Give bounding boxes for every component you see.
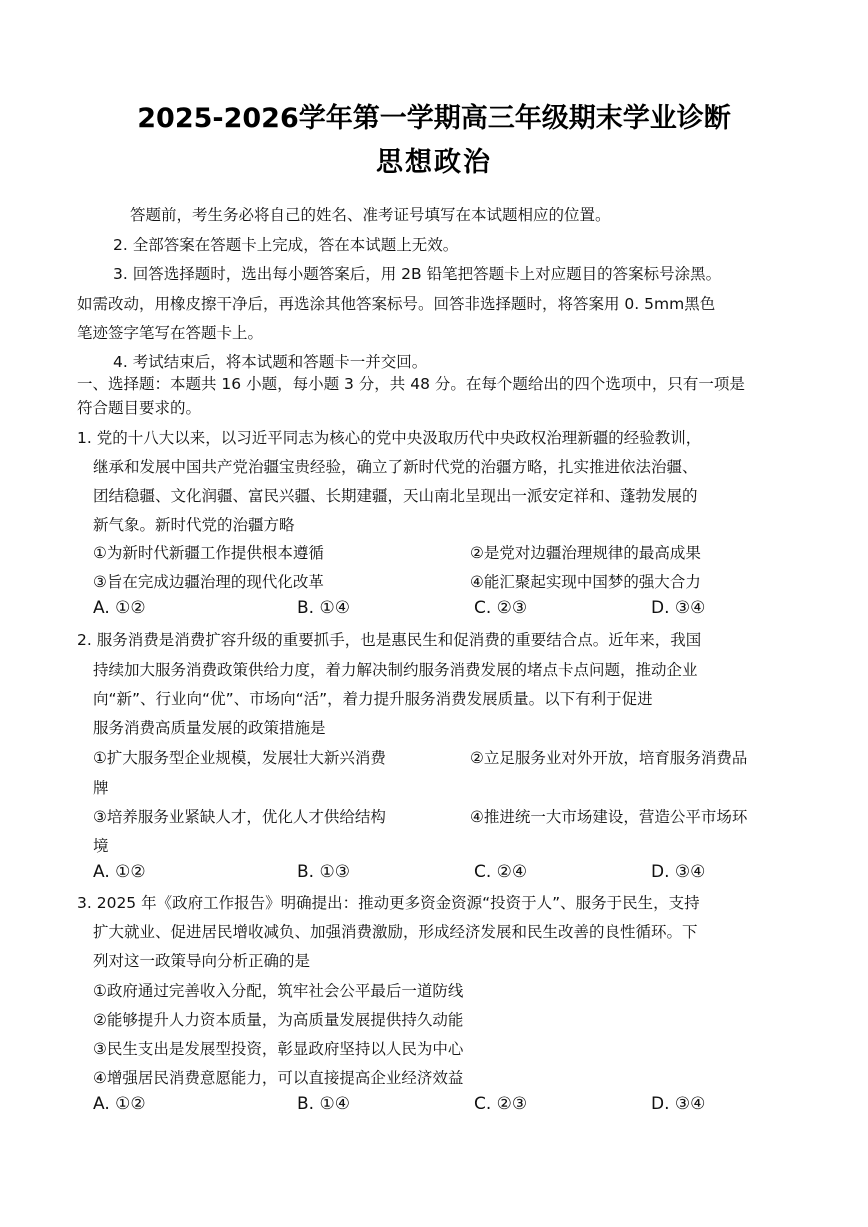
q3-option-3: ③民生支出是发展型投资，彰显政府坚持以人民为中心 bbox=[93, 1040, 464, 1058]
q3-option-2: ②能够提升人力资本质量，为高质量发展提供持久动能 bbox=[93, 1011, 464, 1029]
q1-option-3: ③旨在完成边疆治理的现代化改革 bbox=[93, 573, 324, 591]
q3-stem-line-3: 列对这一政策导向分析正确的是 bbox=[93, 952, 311, 970]
q1-option-1: ①为新时代新疆工作提供根本遵循 bbox=[93, 544, 324, 562]
q1-choice-a: A. ①② bbox=[93, 598, 146, 618]
q2-choice-c: C. ②④ bbox=[474, 862, 528, 882]
notice-line-3: 3. 回答选择题时，选出每小题答案后，用 2B 铅笔把答题卡上对应题目的答案标号涂黑。 bbox=[113, 265, 722, 283]
q1-choice-b: B. ①④ bbox=[297, 598, 350, 618]
notice-line-1: 答题前，考生务必将自己的姓名、准考证号填写在本试题相应的位置。 bbox=[130, 206, 611, 224]
q1-stem-line-2: 继承和发展中国共产党治疆宝贵经验，确立了新时代党的治疆方略，扎实推进依法治疆、 bbox=[93, 458, 698, 476]
q3-stem-line-2: 扩大就业、促进居民增收减负、加强消费激励，形成经济发展和民生改善的良性循环。下 bbox=[93, 923, 698, 941]
q3-choice-c: C. ②③ bbox=[474, 1094, 528, 1114]
q1-stem-line-1: 1. 党的十八大以来，以习近平同志为核心的党中央汲取历代中央政权治理新疆的经验教训， bbox=[77, 429, 702, 447]
section-heading-cont: 符合题目要求的。 bbox=[77, 399, 202, 417]
q3-choice-a: A. ①② bbox=[93, 1094, 146, 1114]
q2-stem-line-2: 持续加大服务消费政策供给力度，着力解决制约服务消费发展的堵点卡点问题，推动企业 bbox=[93, 661, 698, 679]
q2-option-2: ②立足服务业对外开放，培育服务消费品 bbox=[470, 749, 748, 767]
q3-stem-line-1: 3. 2025 年《政府工作报告》明确提出：推动更多资金资源“投资于人”、服务于民生，支持 bbox=[77, 894, 700, 912]
q3-option-4: ④增强居民消费意愿能力，可以直接提高企业经济效益 bbox=[93, 1069, 464, 1087]
q1-stem-line-4: 新气象。新时代党的治疆方略 bbox=[93, 516, 295, 534]
notice-line-6: 4. 考试结束后，将本试题和答题卡一并交回。 bbox=[113, 353, 428, 371]
q3-choice-b: B. ①④ bbox=[297, 1094, 350, 1114]
q1-option-2: ②是党对边疆治理规律的最高成果 bbox=[470, 544, 701, 562]
q2-choice-b: B. ①③ bbox=[297, 862, 350, 882]
q2-stem-line-4: 服务消费高质量发展的政策措施是 bbox=[93, 719, 326, 737]
q2-choice-d: D. ③④ bbox=[651, 862, 706, 882]
exam-subject: 思想政治 bbox=[376, 147, 492, 178]
q1-choice-d: D. ③④ bbox=[651, 598, 706, 618]
q1-choice-c: C. ②③ bbox=[474, 598, 528, 618]
q2-option-2-cont: 牌 bbox=[93, 779, 109, 797]
q2-option-3: ③培养服务业紧缺人才，优化人才供给结构 bbox=[93, 808, 386, 826]
notice-line-2: 2. 全部答案在答题卡上完成，答在本试题上无效。 bbox=[113, 236, 459, 254]
q2-option-1: ①扩大服务型企业规模，发展壮大新兴消费 bbox=[93, 749, 386, 767]
q2-option-4: ④推进统一大市场建设，营造公平市场环 bbox=[470, 808, 748, 826]
section-heading: 一、选择题：本题共 16 小题，每小题 3 分，共 48 分。在每个题给出的四个选项中，只有一项是 bbox=[77, 375, 745, 393]
q1-option-4: ④能汇聚起实现中国梦的强大合力 bbox=[470, 573, 701, 591]
exam-title: 2025-2026学年第一学期高三年级期末学业诊断 bbox=[137, 103, 731, 134]
q2-option-4-cont: 境 bbox=[93, 837, 109, 855]
q3-option-1: ①政府通过完善收入分配，筑牢社会公平最后一道防线 bbox=[93, 982, 464, 1000]
notice-line-5: 笔迹签字笔写在答题卡上。 bbox=[77, 324, 264, 342]
notice-line-4: 如需改动，用橡皮擦干净后，再选涂其他答案标号。回答非选择题时，将答案用 0. 5mm黑色 bbox=[77, 295, 716, 313]
q2-stem-line-1: 2. 服务消费是消费扩容升级的重要抓手，也是惠民生和促消费的重要结合点。近年来，我国 bbox=[77, 631, 702, 649]
q1-stem-line-3: 团结稳疆、文化润疆、富民兴疆、长期建疆，天山南北呈现出一派安定祥和、蓬勃发展的 bbox=[93, 487, 698, 505]
q2-choice-a: A. ①② bbox=[93, 862, 146, 882]
q2-stem-line-3: 向“新”、行业向“优”、市场向“活”，着力提升服务消费发展质量。以下有利于促进 bbox=[93, 690, 653, 708]
q3-choice-d: D. ③④ bbox=[651, 1094, 706, 1114]
